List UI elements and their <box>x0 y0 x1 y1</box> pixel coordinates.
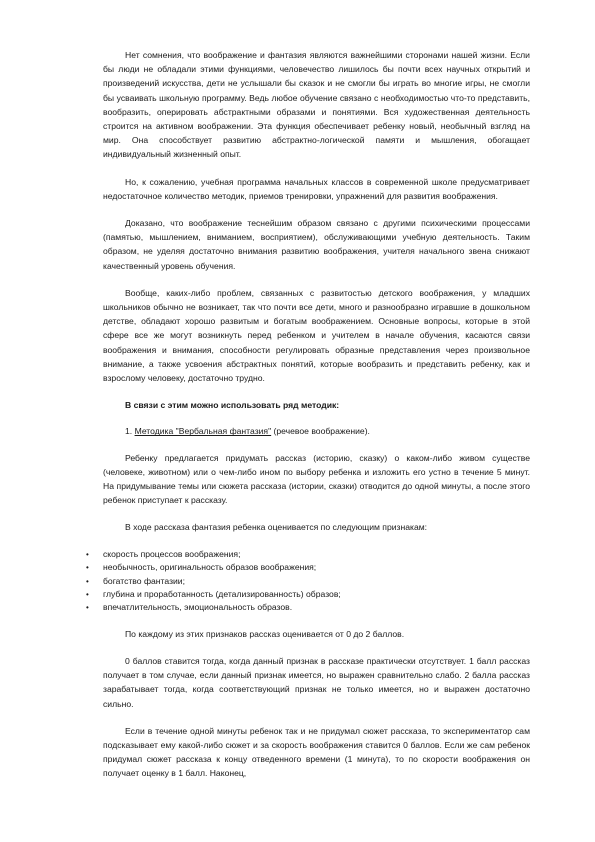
criterion-text: необычность, оригинальность образов воображения; <box>103 562 317 573</box>
paragraph-processes: Доказано, что воображение теснейшим образом связано с другими психическими процессами (памятью, мышлением, вниманием, восприятием), обслуживающими учебную деятельность. Таким образом, не уделяя достаточно внимания развитию воображения, учителя начального звена снижают качественный уровень обучения. <box>103 218 530 271</box>
criterion-text: скорость процессов воображения; <box>103 548 241 559</box>
paragraph-scoring-rules: 0 баллов ставится тогда, когда данный признак в рассказе практически отсутствует. 1 балл рассказ получает в том случае, если данный признак имеется, но выражен сравнительно слабо. 2 балла рассказ зарабатывает тогда, когда соответствующий признак не только имеется, но и выражен достаточно сильно. <box>103 655 530 709</box>
methods-heading: В связи с этим можно использовать ряд методик: <box>125 400 340 411</box>
list-item <box>86 561 530 574</box>
document-page <box>86 48 530 794</box>
method-suffix: (речевое воображение). <box>271 426 370 437</box>
bullet-icon: • <box>86 563 89 573</box>
list-item <box>86 588 530 601</box>
paragraph-intro: Нет сомнения, что воображение и фантазия являются важнейшими сторонами нашей жизни. Если бы люди не обладали этими функциями, человечество лишилось бы почти всех научных открытий и произведений искусства, дети не услышали бы сказок и не смогли бы играть во многие игры, не смогли бы усваивать школьную программу. Ведь любое обучение связано с необходимостью что-то представить, вообразить, оперировать абстрактными образами и понятиями. Вся художественная деятельность строится на активном воображении. Эта функция обеспечивает ребенку новый, необычный взгляд на мир. Она способствует развитию абстрактно-логической памяти и мышления, обогащает индивидуальный жизненный опыт. <box>103 50 530 160</box>
list-item <box>86 548 530 561</box>
paragraph-problems: Вообще, каких-либо проблем, связанных с развитостью детского воображения, у младших школьников обычно не возникает, так что почти все дети, много и разнообразно игравшие в дошкольном детстве, обладают хорошо развитым и богатым воображением. Основные вопросы, которые в этой сфере все же могут возникнуть перед ребенком и учителем в начале обучения, касаются связи воображения и внимания, способности регулировать образные представления через произвольное внимание, а также усвоения абстрактных понятий, которые вообразить и представить ребенку, как и взрослому человеку, достаточно трудно. <box>103 287 530 384</box>
bullet-icon: • <box>86 589 89 599</box>
method-number: 1. <box>125 426 135 437</box>
paragraph-task: Ребенку предлагается придумать рассказ (историю, сказку) о каком-либо живом существе (человеке, животном) или о чем-либо ином по выбору ребенка и изложить его устно в течение 5 минут. На придумывание темы или сюжета рассказа (истории, сказки) отводится до одной минуты, а после этого ребенок приступает к рассказу. <box>103 452 530 506</box>
paragraph-criteria-intro: В ходе рассказа фантазия ребенка оценивается по следующим признакам: <box>125 522 428 533</box>
method-title <box>103 424 530 438</box>
bullet-icon: • <box>86 576 89 586</box>
list-item <box>86 601 530 614</box>
criteria-list <box>86 548 530 615</box>
criterion-text: богатство фантазии; <box>103 575 185 586</box>
paragraph-curriculum: Но, к сожалению, учебная программа начальных классов в современной школе предусматривает недостаточное количество методик, приемов тренировки, упражнений для развития воображения. <box>103 176 530 201</box>
bullet-icon: • <box>86 603 89 613</box>
paragraph-scoring-range: По каждому из этих признаков рассказ оценивается от 0 до 2 баллов. <box>125 628 405 639</box>
criterion-text: глубина и проработанность (детализированность) образов; <box>103 588 341 599</box>
bullet-icon: • <box>86 549 89 559</box>
method-name-link[interactable]: Методика "Вербальная фантазия" <box>134 426 272 437</box>
list-item <box>86 575 530 588</box>
paragraph-speed-scoring: Если в течение одной минуты ребенок так и не придумал сюжет рассказа, то экспериментатор сам подсказывает ему какой-либо сюжет и за скорость воображения ставится 0 баллов. Если же сам ребенок придумал сюжет рассказа к концу отведенного времени (1 минута), то по скорости воображения он получает оценку в 1 балл. Наконец, <box>103 725 530 779</box>
criterion-text: впечатлительность, эмоциональность образов. <box>103 602 293 613</box>
